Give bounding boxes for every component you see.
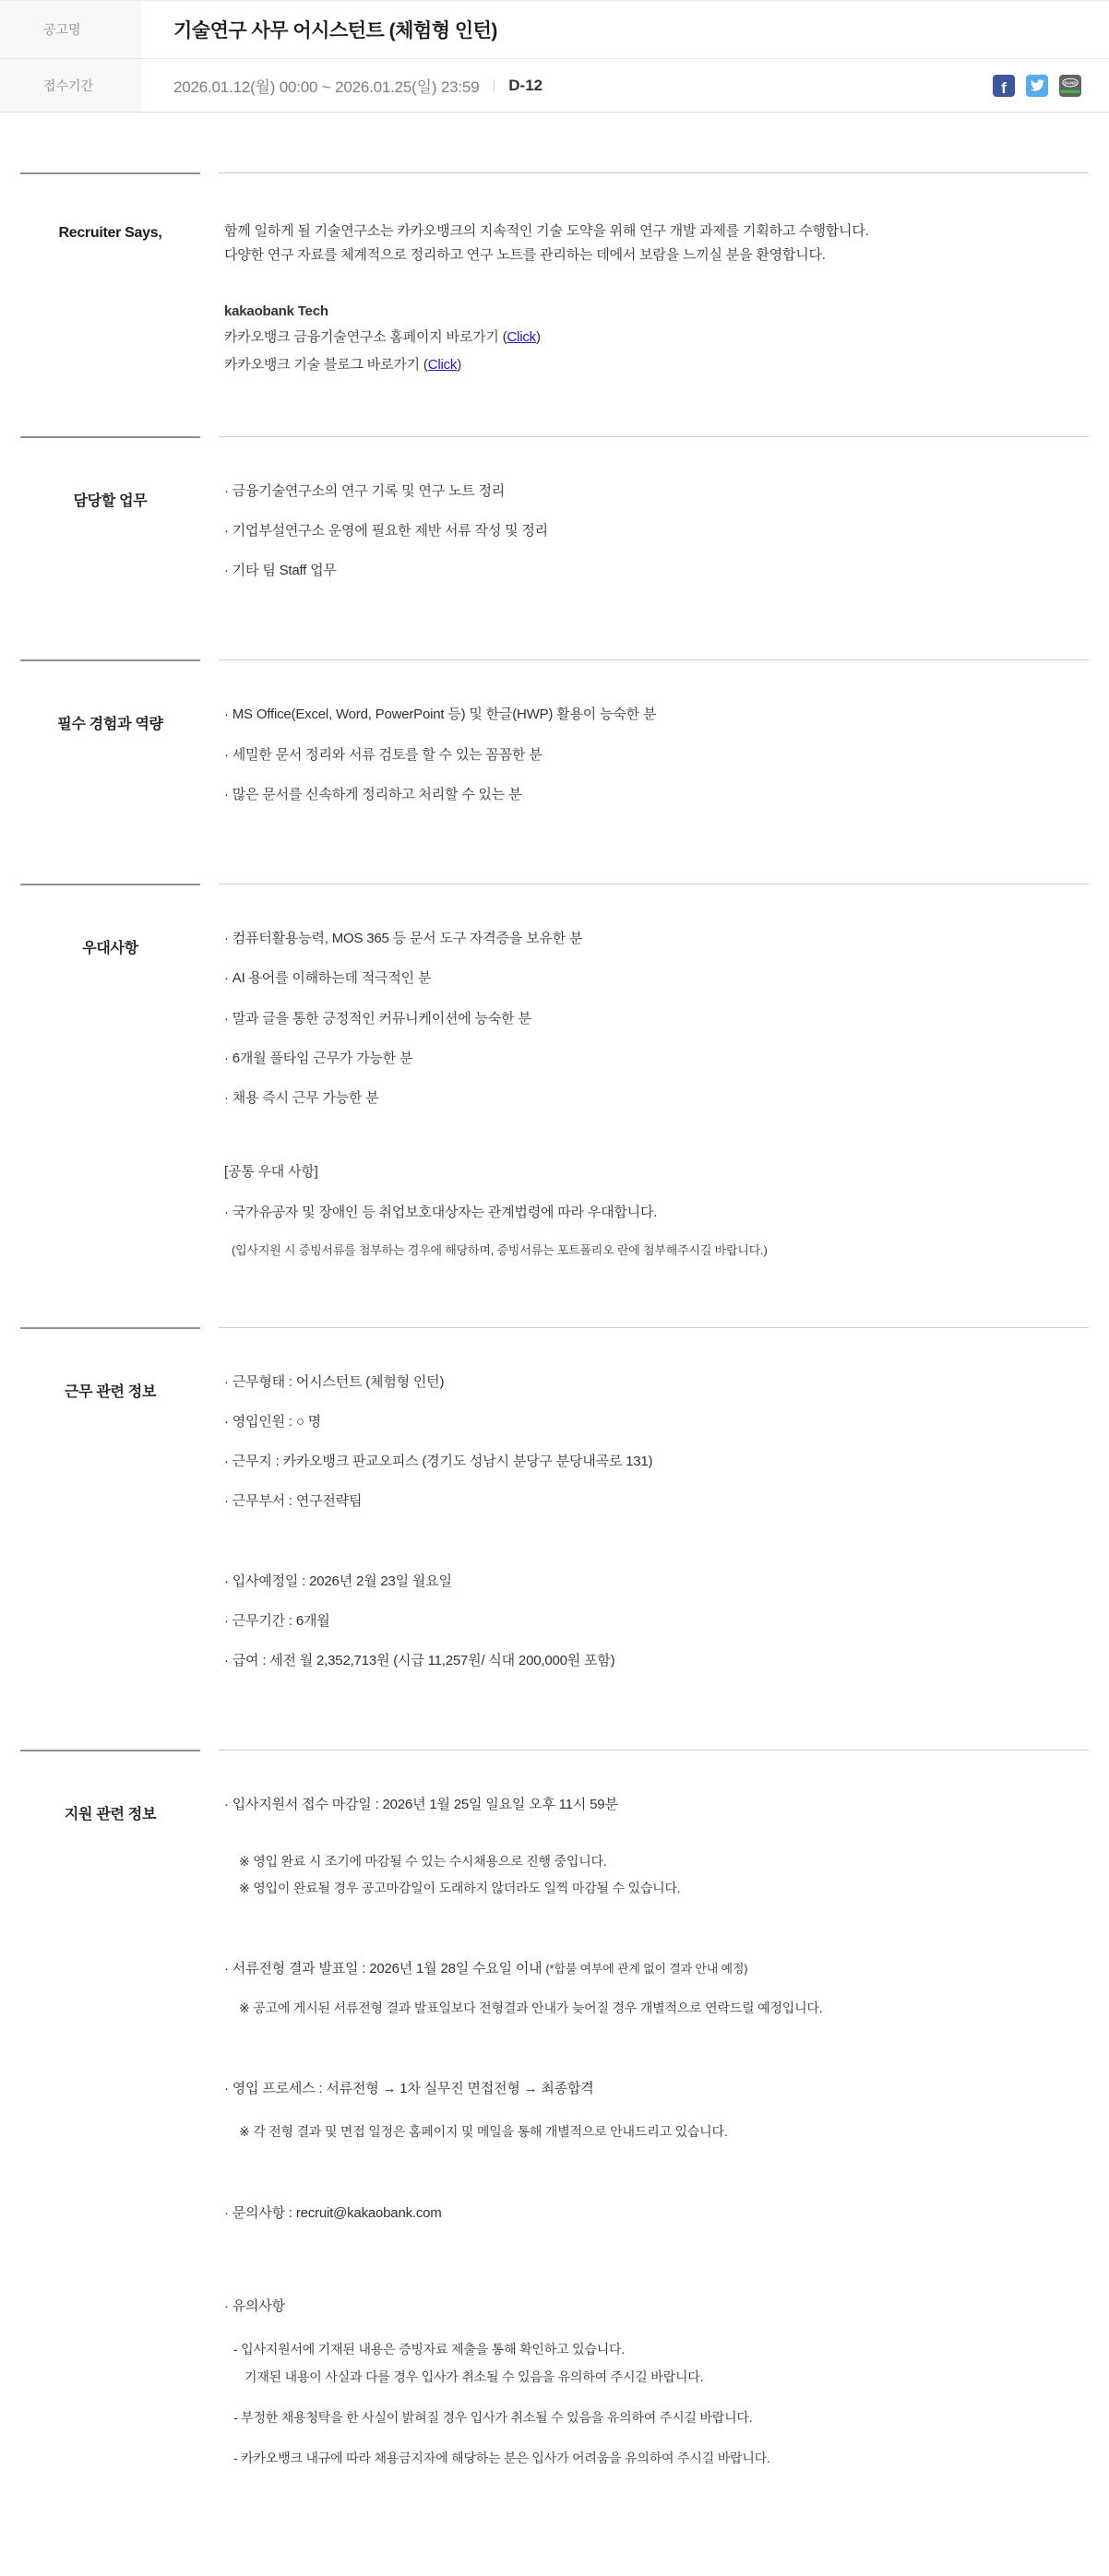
spacer (224, 1837, 1089, 1854)
bullet-item: · 근무부서 : 연구전략팀 (224, 1493, 1089, 1509)
bullet-item: · 기업부설연구소 운영에 필요한 제반 서류 작성 및 정리 (224, 523, 1089, 539)
section-content (219, 172, 1089, 436)
sub-item: - 입사지원서에 기재된 내용은 증빙자료 제출을 통해 확인하고 있습니다. (233, 2342, 1089, 2356)
page-title: 기술연구 사무 어시스턴트 (체험형 인턴) (173, 20, 497, 42)
job-section (20, 1750, 1089, 2548)
spacer (224, 2027, 1089, 2081)
band-logo-icon (1059, 75, 1081, 97)
section-label: 우대사항 (20, 884, 200, 1327)
section-label: Recruiter Says, (20, 172, 200, 436)
bullet-item: · 6개월 풀타임 근무가 가능한 분 (224, 1051, 1089, 1066)
note-item: ※ 영입 완료 시 조기에 마감될 수 있는 수시채용으로 진행 중입니다. (239, 1853, 607, 1869)
bullet-item: · 근무형태 : 어시스턴트 (체험형 인턴) (224, 1374, 1089, 1390)
note-item: ※ 영입이 완료될 경우 공고마감일이 도래하지 않더라도 일찍 마감될 수 있습니다. (239, 1880, 681, 1895)
posting-name-label: 공고명 (0, 1, 141, 58)
facebook-share-icon[interactable] (993, 75, 1015, 97)
note-item: ※ 공고에 게시된 서류전형 결과 발표일보다 전형결과 안내가 늦어질 경우 개별적으로 연락드릴 예정입니다. (239, 2000, 823, 2016)
twitter-bird-icon (1031, 78, 1044, 92)
spacer (224, 2245, 1089, 2298)
band-share-icon[interactable] (1059, 75, 1081, 97)
bullet-item: · 유의사항 (224, 2298, 1089, 2314)
bullet-item: · 급여 : 세전 월 2,352,713원 (시급 11,257원/ 식대 200,000원 포함) (224, 1653, 1089, 1668)
job-section (20, 1327, 1089, 1751)
posting-title-row (0, 1, 1109, 58)
spacer (224, 267, 1089, 300)
bullet-item: · 근무지 : 카카오뱅크 판교오피스 (경기도 성남시 분당구 분당내곡로 131) (224, 1454, 1089, 1469)
facebook-f-glyph: f (1001, 78, 1007, 97)
bullet-item: · 기타 팀 Staff 업무 (224, 563, 1089, 578)
fine-print: (입사지원 시 증빙서류를 첨부하는 경우에 해당하며, 증빙서류는 포트폴리오 란에 첨부해주시길 바랍니다.) (232, 1242, 768, 1257)
twitter-share-icon[interactable] (1026, 75, 1048, 97)
section-content (219, 436, 1089, 660)
bullet-item: · 국가유공자 및 장애인 등 취업보호대상자는 관계법령에 따라 우대합니다. (224, 1205, 1089, 1220)
section-content (219, 1750, 1089, 2548)
link-line: 카카오뱅크 금융기술연구소 홈페이지 바로가기 (Click) (224, 328, 541, 345)
bullet-item: · 금융기술연구소의 연구 기록 및 연구 노트 정리 (224, 483, 1089, 499)
bullet-item: · MS Office(Excel, Word, PowerPoint 등) 및 한글(HWP) 활용이 능숙한 분 (224, 706, 1089, 722)
bullet-item: · 서류전형 결과 발표일 : 2026년 1월 28일 수요일 이내 (*합불 여부에 관계 없이 결과 안내 예정) (224, 1961, 1089, 1977)
section-content (219, 884, 1089, 1327)
link-line: 카카오뱅크 기술 블로그 바로가기 (Click) (224, 356, 462, 373)
sections (0, 172, 1109, 2576)
bullet-item: · 세밀한 문서 정리와 서류 검토를 할 수 있는 꼼꼼한 분 (224, 747, 1089, 763)
section-content (219, 659, 1089, 884)
bullet-item: · 많은 문서를 신속하게 정리하고 처리할 수 있는 분 (224, 787, 1089, 802)
bullet-item: · 말과 글을 통한 긍정적인 커뮤니케이션에 능숙한 분 (224, 1011, 1089, 1027)
paragraph-line: 다양한 연구 자료를 체계적으로 정리하고 연구 노트를 관리하는 데에서 보람을 느끼실 분을 환영합니다. (224, 246, 826, 263)
paragraph-line: 함께 일하게 될 기술연구소는 카카오뱅크의 지속적인 기술 도약을 위해 연구 개발 과제를 기획하고 수행합니다. (224, 223, 869, 239)
section-content (219, 1327, 1089, 1751)
job-section (20, 436, 1089, 660)
svg-text:BAND: BAND (1064, 79, 1077, 85)
dday-badge: D-12 (508, 76, 543, 94)
period-label: 접수기간 (0, 59, 141, 112)
spacer (224, 1534, 1089, 1573)
bullet-item: · 입사지원서 접수 마감일 : 2026년 1월 25일 일요일 오후 11시 59분 (224, 1797, 1089, 1812)
fine-print: (*합불 여부에 관계 없이 결과 안내 예정) (545, 1961, 748, 1976)
section-label: 필수 경험과 역량 (20, 659, 200, 884)
section-label: 담당할 업무 (20, 436, 200, 660)
click-link[interactable]: Click (507, 328, 536, 345)
job-section (20, 659, 1089, 884)
bullet-item: · 문의사항 : recruit@kakaobank.com (224, 2205, 1089, 2221)
period-value: 2026.01.12(월) 00:00 ~ 2026.01.25(일) 23:59 (173, 78, 480, 96)
share-buttons (993, 75, 1081, 97)
highlight-line: kakaobank Tech (224, 303, 328, 319)
note-item: ※ 각 전형 결과 및 면접 일정은 홈페이지 및 메일을 통해 개별적으로 안내드리고 있습니다. (239, 2124, 728, 2140)
sub-item: - 부정한 채용청탁을 한 사실이 밝혀질 경우 입사가 취소될 수 있음을 유의하여 주시길 바랍니다. (233, 2410, 1089, 2425)
posting-header (0, 0, 1109, 113)
sub-item: - 카카오뱅크 내규에 따라 채용금지자에 해당하는 분은 입사가 어려움을 유의하여 주시길 바랍니다. (233, 2451, 1089, 2465)
spacer (224, 2152, 1089, 2205)
bullet-item: · 입사예정일 : 2026년 2월 23일 월요일 (224, 1573, 1089, 1589)
section-label: 근무 관련 정보 (20, 1327, 200, 1751)
job-section (20, 172, 1089, 436)
period-divider: | (492, 77, 496, 93)
bullet-item: · 채용 즉시 근무 가능한 분 (224, 1090, 1089, 1106)
application-period-row (0, 58, 1109, 112)
bullet-item: · 근무기간 : 6개월 (224, 1613, 1089, 1629)
click-link[interactable]: Click (427, 356, 458, 373)
spacer (224, 1907, 1089, 1961)
text-line: [공통 우대 사항] (224, 1164, 318, 1181)
job-section (20, 884, 1089, 1327)
bullet-item: · AI 용어를 이해하는데 적극적인 분 (224, 970, 1089, 986)
bullet-item: · 영입 프로세스 : 서류전형 → 1차 실무진 면접전형 → 최종합격 (224, 2081, 1089, 2096)
section-label: 지원 관련 정보 (20, 1750, 200, 2548)
bullet-item: · 컴퓨터활용능력, MOS 365 등 문서 도구 자격증을 보유한 분 (224, 931, 1089, 946)
spacer (224, 1130, 1089, 1164)
sub-item-continued: 기재된 내용이 사실과 다를 경우 입사가 취소될 수 있음을 유의하여 주시길 바랍니다. (244, 2369, 704, 2385)
bullet-item: · 영입인원 : ○ 명 (224, 1414, 1089, 1430)
